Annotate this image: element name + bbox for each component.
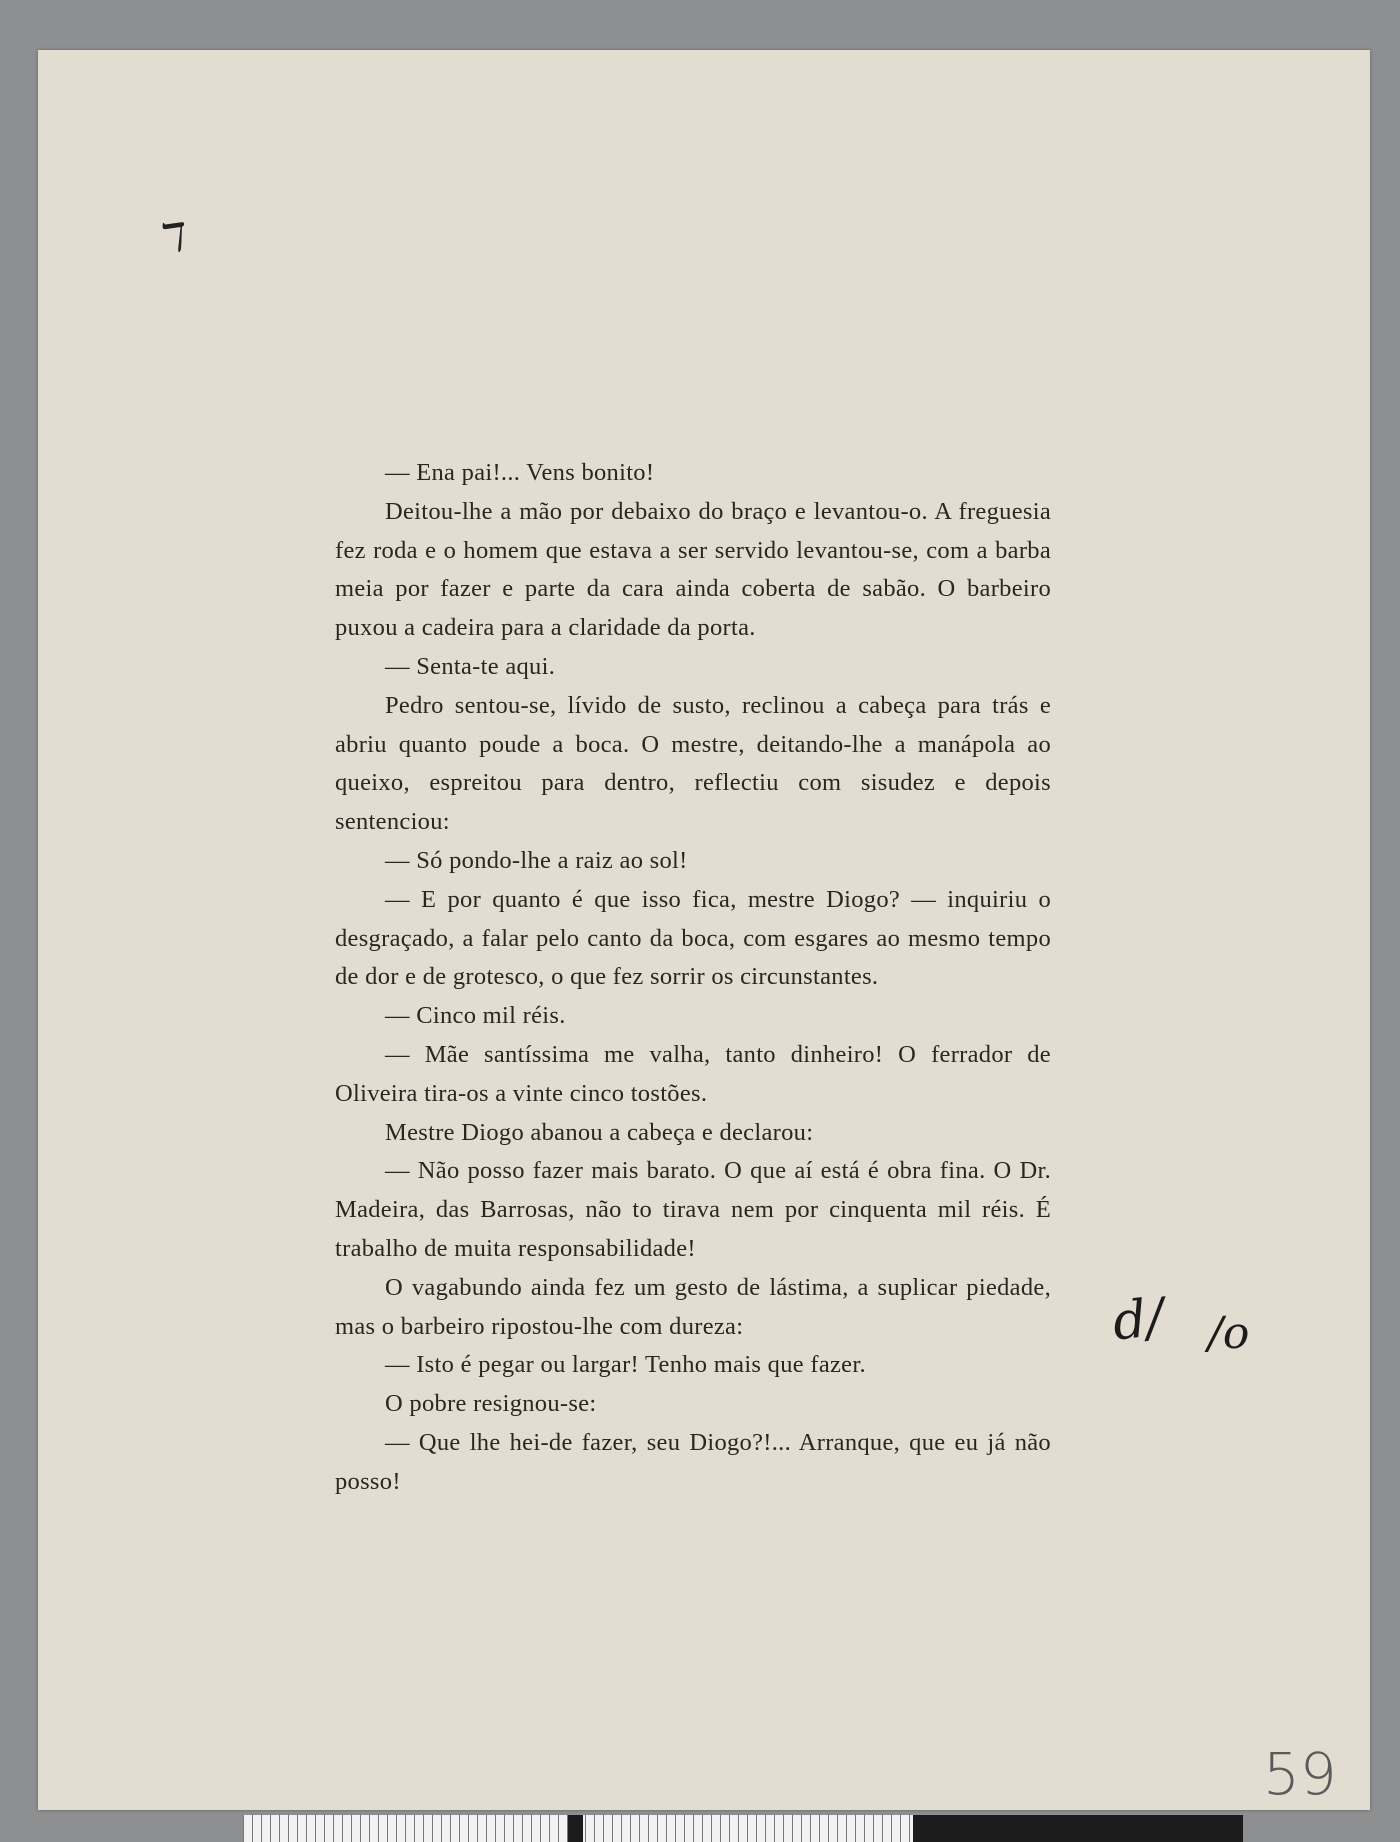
- paragraph: — Ena pai!... Vens bonito!: [385, 459, 655, 486]
- body-text: [335, 454, 1051, 1502]
- paragraph: Pedro sentou-se, lívido de susto, reclinou a cabeça para trás e abriu quanto poude a boca. O mestre, deitando-lhe a manápola ao queixo, espreitou para dentro, reflectiu com sisudez e depois sentenciou:: [335, 691, 1051, 836]
- paragraph: — Só pondo-lhe a raiz ao sol!: [385, 846, 688, 874]
- document-page: [38, 50, 1370, 1810]
- handwritten-note-right: /o: [1208, 1308, 1250, 1359]
- handwritten-note-left: d/: [1110, 1287, 1167, 1353]
- paragraph: — Cinco mil réis.: [385, 1002, 566, 1030]
- paragraph: — Que lhe hei-de fazer, seu Diogo?!... Arranque, que eu já não posso!: [335, 1428, 1051, 1495]
- paragraph: Mestre Diogo abanou a cabeça e declarou:: [385, 1118, 814, 1146]
- ruler-segment: [568, 1815, 583, 1842]
- ruler-segment: [913, 1815, 1243, 1842]
- paragraph: O pobre resignou-se:: [385, 1390, 597, 1418]
- paragraph: — Senta-te aqui.: [385, 652, 556, 680]
- paragraph: — Isto é pegar ou largar! Tenho mais que fazer.: [385, 1351, 866, 1379]
- paragraph: — E por quanto é que isso fica, mestre Diogo? — inquiriu o desgraçado, a falar pelo canto da boca, com esgares ao mesmo tempo de dor e de grotesco, o que fez sorrir os circunstantes.: [335, 885, 1051, 991]
- corner-handwritten-mark: ℸ: [152, 214, 185, 263]
- paragraph: — Não posso fazer mais barato. O que aí está é obra fina. O Dr. Madeira, das Barrosas, não to tirava nem por cinquenta mil réis. É trabalho de muita responsabilidade!: [335, 1157, 1051, 1262]
- paragraph: O vagabundo ainda fez um gesto de lástima, a suplicar piedade, mas o barbeiro ripostou-lhe com dureza:: [335, 1273, 1051, 1340]
- paragraph: Deitou-lhe a mão por debaixo do braço e levantou-o. A freguesia fez roda e o homem que estava a ser servido levantou-se, com a barba meia por fazer e parte da cara ainda coberta de sabão. O barbeiro puxou a cadeira para a claridade da porta.: [335, 497, 1051, 642]
- paragraph: — Mãe santíssima me valha, tanto dinheiro! O ferrador de Oliveira tira-os a vinte cinco tostões.: [335, 1040, 1051, 1107]
- scale-ruler: [243, 1815, 1243, 1842]
- folio-number: 59: [1263, 1740, 1337, 1808]
